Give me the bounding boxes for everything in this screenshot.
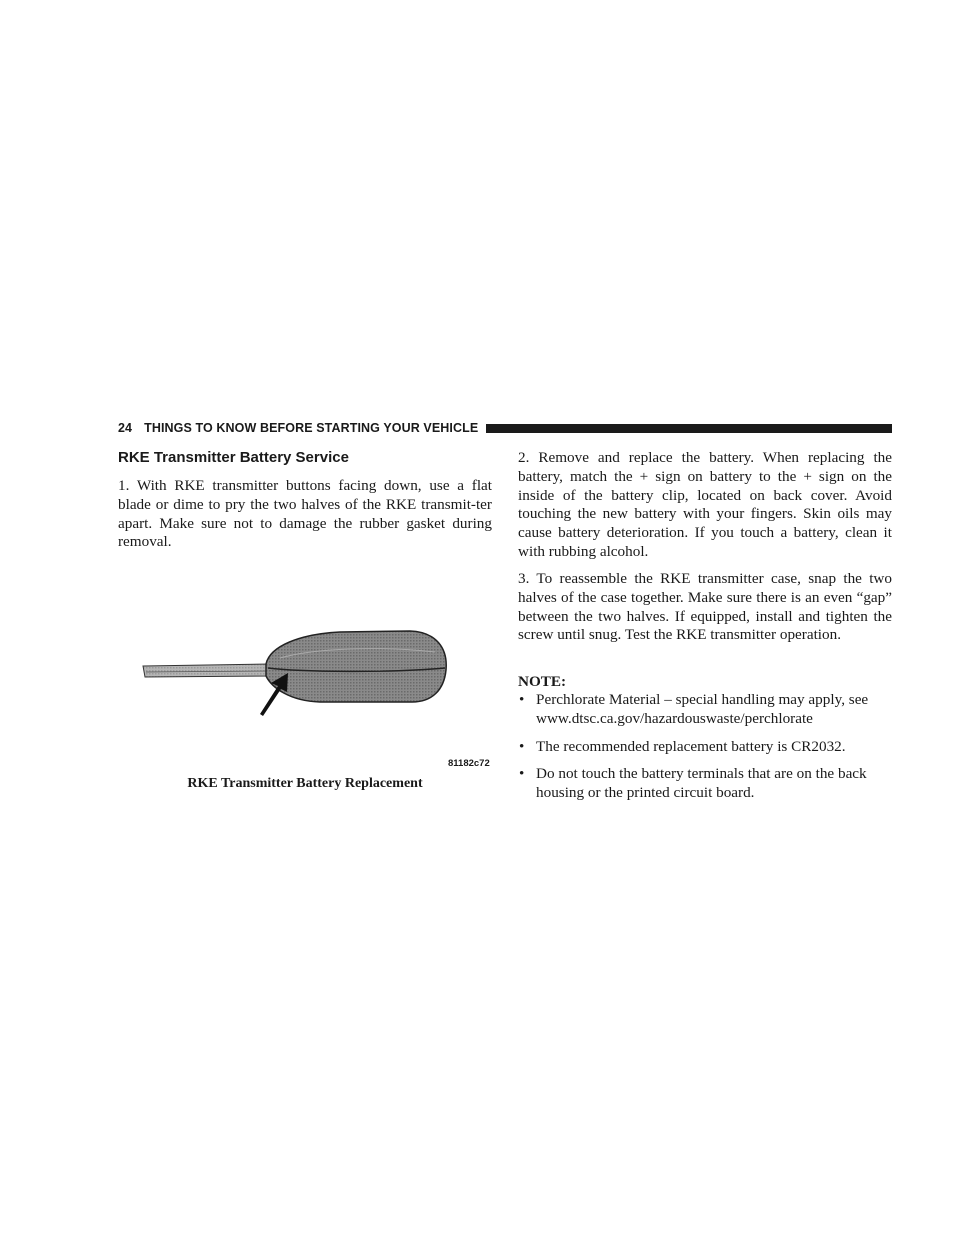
- header-rule: [486, 424, 892, 433]
- rke-transmitter-illustration: [140, 628, 460, 720]
- bullet-icon: •: [519, 737, 525, 755]
- note-item-text: Perchlorate Material – special handling may apply, see www.dtsc.ca.gov/hazardouswaste/perchlorate: [536, 691, 869, 727]
- note-item-text: The recommended replacement battery is CR2032.: [536, 737, 846, 755]
- bullet-icon: •: [519, 765, 525, 783]
- bullet-icon: •: [519, 691, 525, 708]
- section-heading: RKE Transmitter Battery Service: [118, 449, 349, 466]
- list-item: [518, 765, 892, 803]
- figure-code: 81182c72: [448, 758, 490, 769]
- list-item: [518, 738, 892, 757]
- note-list: [518, 691, 892, 812]
- page-header: [118, 420, 892, 436]
- note-label: NOTE:: [518, 673, 567, 690]
- step-3-text: 3. To reassemble the RKE transmitter case, snap the two halves of the case together. Make sure there is an even “gap” between the two halves. If equipped, install and tighten the screw until snug. Test the RKE transmitter operation.: [518, 570, 892, 644]
- figure-caption: RKE Transmitter Battery Replacement: [187, 776, 423, 791]
- list-item: [518, 691, 892, 729]
- fob-body: [266, 631, 446, 702]
- step-2-text: 2. Remove and replace the battery. When replacing the battery, match the + sign on battery to the + sign on the inside of the battery clip, located on back cover. Avoid touching the new battery with your fingers. Skin oils may cause battery deterioration. If you touch a battery, clean it with rubbing alcohol.: [518, 449, 892, 560]
- chapter-title: THINGS TO KNOW BEFORE STARTING YOUR VEHICLE: [144, 421, 479, 435]
- key-blade: [143, 664, 274, 677]
- page-number: 24: [118, 421, 133, 435]
- step-1-text: 1. With RKE transmitter buttons facing down, use a flat blade or dime to pry the two halves of the RKE transmit-ter apart. Make sure not to damage the rubber gasket during removal.: [118, 477, 492, 551]
- note-item-text: Do not touch the battery terminals that are on the back housing or the printed circuit board.: [536, 765, 867, 802]
